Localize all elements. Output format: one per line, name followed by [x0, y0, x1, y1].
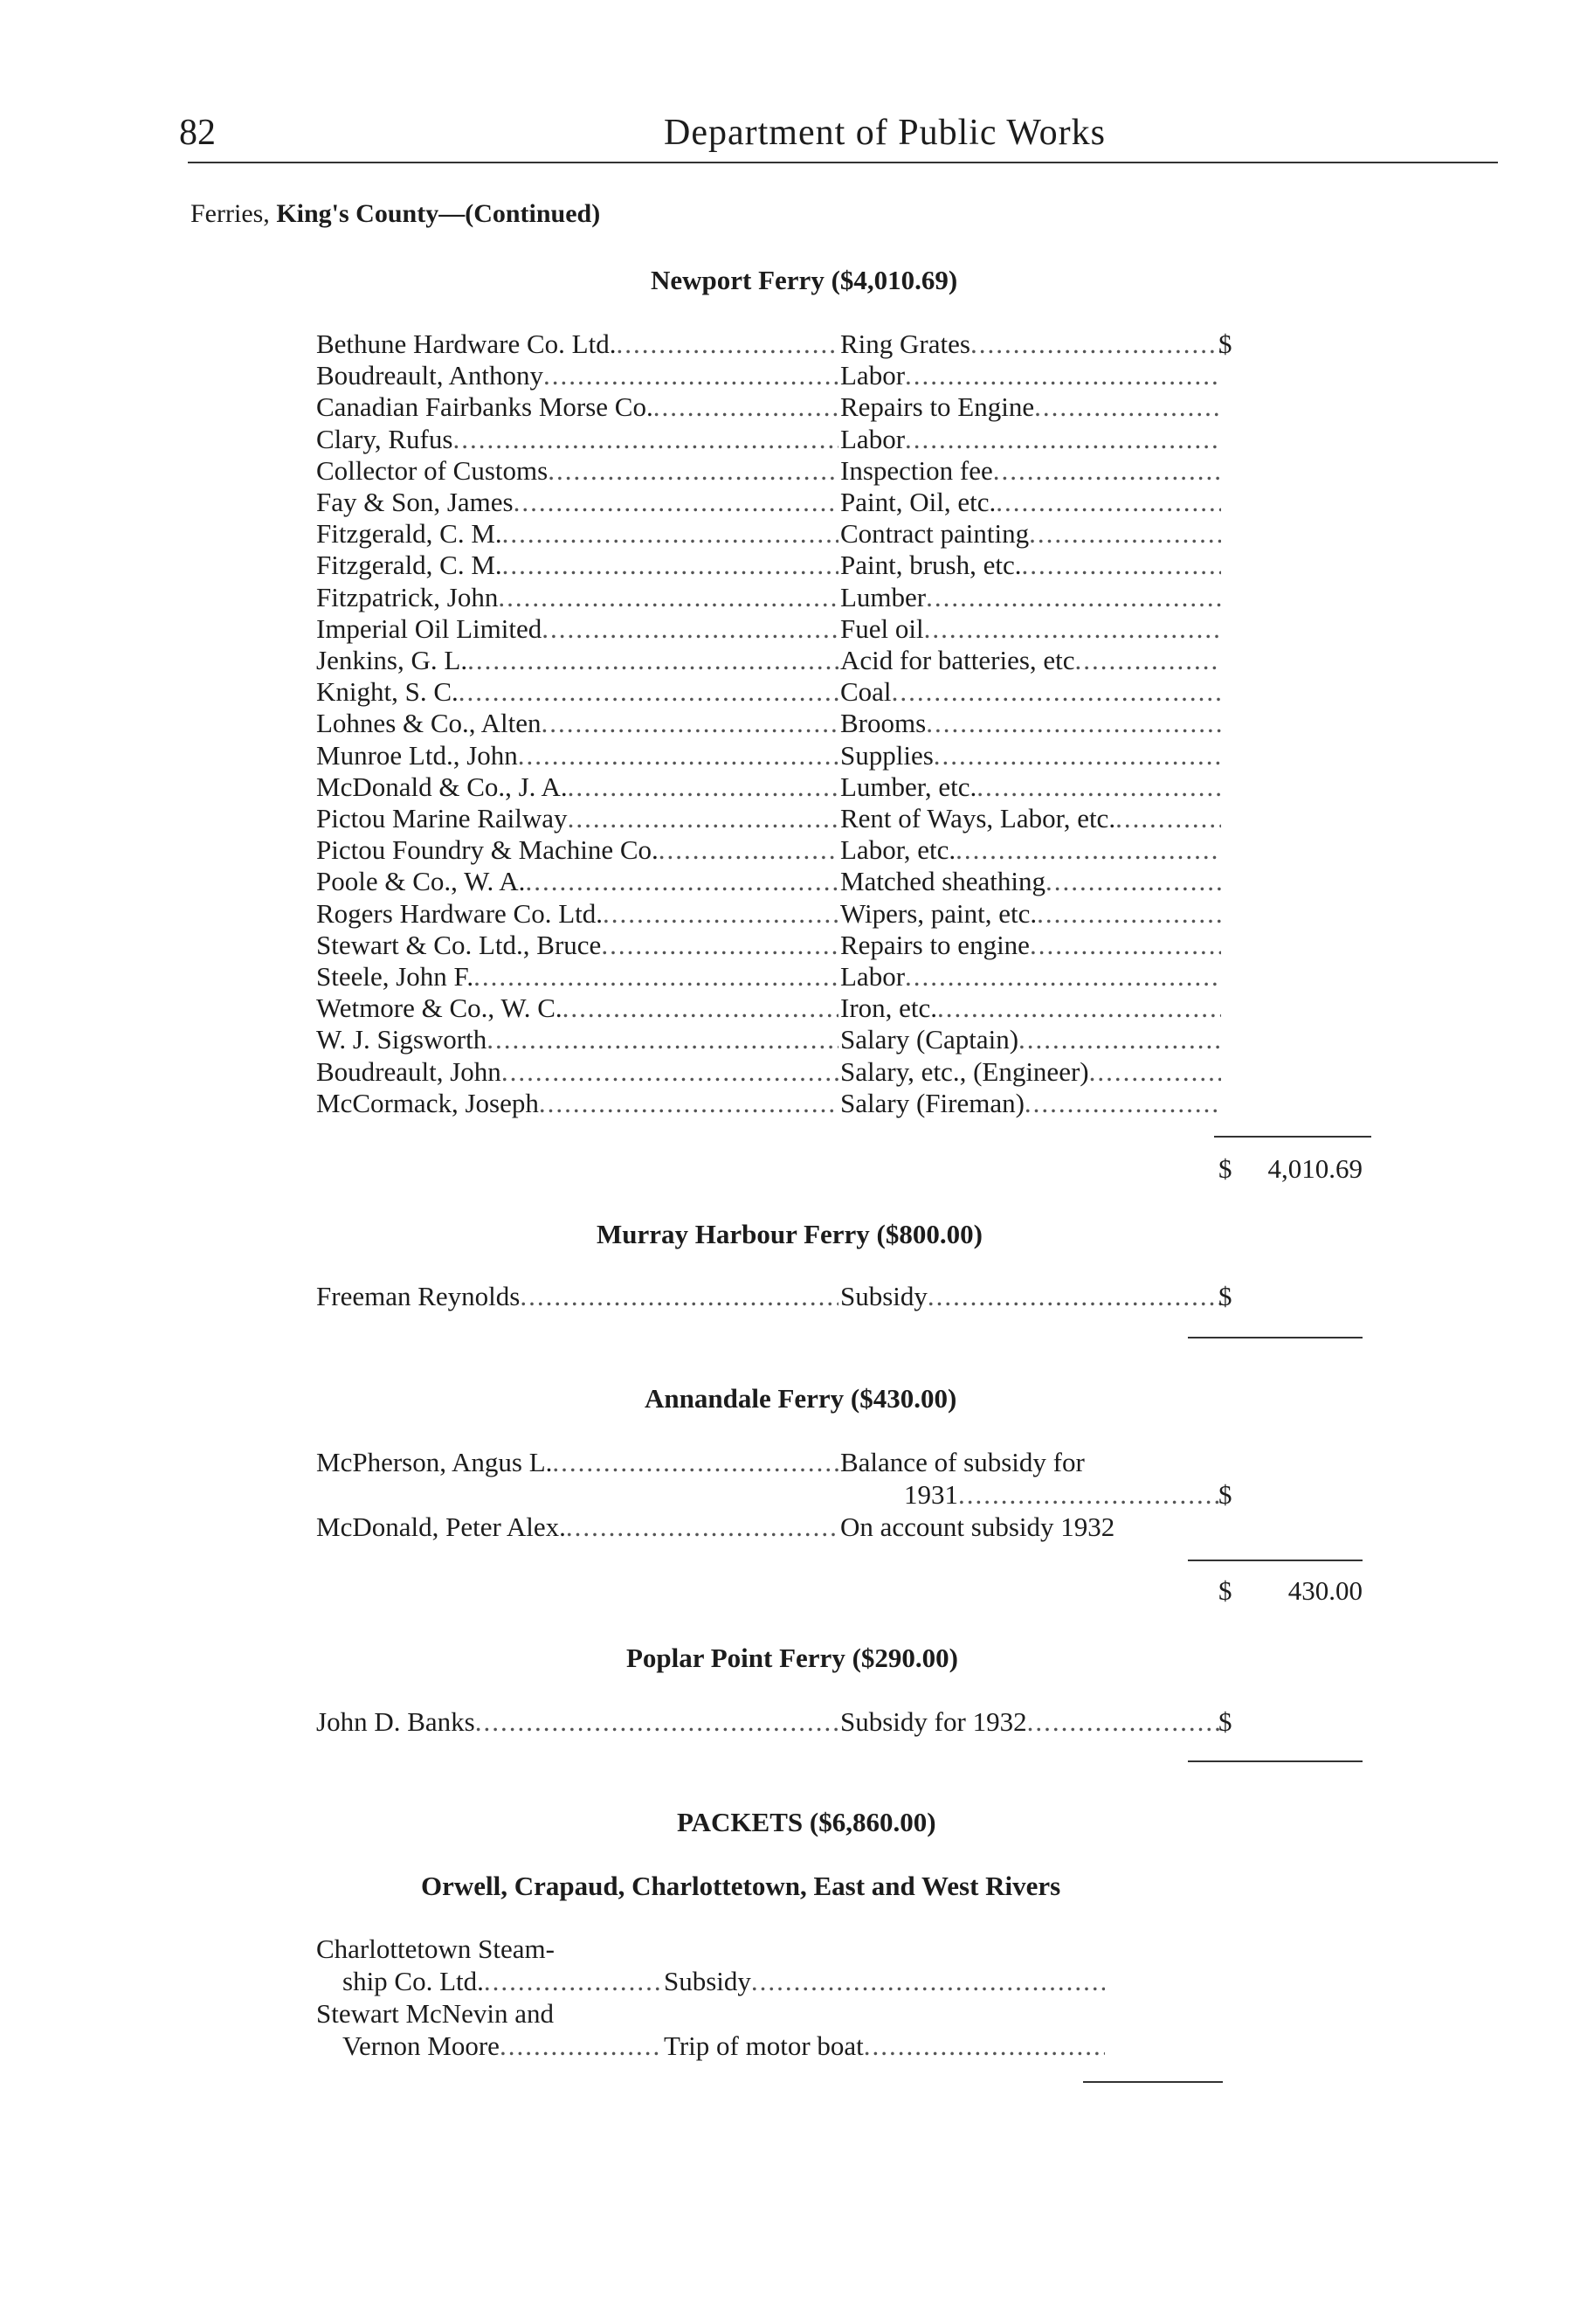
- dollar-sign: $: [1218, 1479, 1232, 1510]
- payment-description: Inspection fee .....: [840, 455, 1221, 487]
- payment-description: Matched sheathing .....: [840, 866, 1221, 897]
- payee-name: Collector of Customs .....: [316, 455, 838, 487]
- dot-leader: [928, 1281, 1221, 1312]
- payee-name-continued: Vernon Moore .....: [342, 2030, 662, 2062]
- dot-leader: [498, 582, 838, 613]
- payee-name: Rogers Hardware Co. Ltd. .....: [316, 898, 838, 930]
- payment-description: Labor .....: [840, 424, 1221, 455]
- dot-leader: [475, 1706, 838, 1738]
- payment-description: Paint, Oil, etc. .....: [840, 487, 1221, 518]
- payment-description: Labor .....: [840, 961, 1221, 993]
- dot-leader: [926, 708, 1221, 739]
- dot-leader: [520, 1281, 838, 1312]
- dot-leader: [659, 834, 838, 866]
- payee-name: John D. Banks .....: [316, 1706, 838, 1738]
- payment-description: Wipers, paint, etc. .....: [840, 898, 1221, 930]
- payment-description: Salary (Captain) .....: [840, 1024, 1221, 1055]
- dot-leader: [543, 360, 838, 391]
- dot-leader: [864, 2030, 1105, 2062]
- payment-description: Trip of motor boat .....: [664, 2030, 1105, 2062]
- dot-leader: [905, 961, 1221, 993]
- payment-description: Paint, brush, etc. .....: [840, 550, 1221, 581]
- payment-description: Acid for batteries, etc .....: [840, 645, 1221, 676]
- payee-name: Fitzgerald, C. M. .....: [316, 550, 838, 581]
- dot-leader: [993, 455, 1221, 487]
- dot-leader: [514, 487, 838, 518]
- dot-leader: [1037, 898, 1221, 930]
- payment-description: Supplies .....: [840, 740, 1221, 771]
- dollar-sign: $: [1218, 1706, 1232, 1737]
- annandale-total-rule: [1188, 1560, 1363, 1561]
- murray-harbour-ferry-heading: Murray Harbour Ferry ($800.00): [597, 1219, 983, 1249]
- payment-description: Subsidy .....: [664, 1966, 1105, 1997]
- dot-leader: [892, 676, 1221, 708]
- dot-leader: [751, 1966, 1105, 1997]
- dot-leader: [937, 993, 1221, 1024]
- payment-description: Subsidy .....: [840, 1281, 1221, 1312]
- header-rule: [188, 162, 1498, 163]
- dot-leader: [924, 613, 1221, 645]
- newport-total-dollar: $: [1218, 1153, 1232, 1184]
- poplar-rule: [1188, 1760, 1363, 1762]
- payee-name: Wetmore & Co., W. C. .....: [316, 993, 838, 1024]
- dot-leader: [501, 1056, 838, 1088]
- dot-leader: [926, 582, 1221, 613]
- dot-leader: [956, 834, 1221, 866]
- dot-leader: [542, 613, 838, 645]
- annandale-ferry-heading: Annandale Ferry ($430.00): [645, 1383, 957, 1414]
- payment-description: On account subsidy 1932: [840, 1511, 1115, 1542]
- dot-leader: [541, 708, 838, 739]
- dot-leader: [976, 771, 1221, 803]
- dot-leader: [616, 329, 838, 360]
- payment-description: Iron, etc. .....: [840, 993, 1221, 1024]
- dot-leader: [1018, 1024, 1221, 1055]
- dot-leader: [486, 1024, 838, 1055]
- dot-leader: [1027, 1706, 1221, 1738]
- payee-name: Stewart & Co. Ltd., Bruce .....: [316, 930, 838, 961]
- dot-leader: [502, 518, 838, 550]
- payee-name: Canadian Fairbanks Morse Co. .....: [316, 391, 838, 423]
- payee-name: McDonald & Co., J. A. .....: [316, 771, 838, 803]
- payee-name: McPherson, Angus L. .....: [316, 1447, 838, 1478]
- payment-description: Ring Grates .....: [840, 329, 1221, 360]
- section-heading-text: King's County—(Continued): [276, 199, 601, 228]
- dot-leader: [1045, 866, 1221, 897]
- packets-heading: PACKETS ($6,860.00): [677, 1807, 936, 1837]
- payee-name: Poole & Co., W. A. .....: [316, 866, 838, 897]
- payee-name: Munroe Ltd., John .....: [316, 740, 838, 771]
- dot-leader: [996, 487, 1221, 518]
- payment-description: Salary, etc., (Engineer) .....: [840, 1056, 1221, 1088]
- dot-leader: [1022, 550, 1222, 581]
- payee-name: Boudreault, Anthony .....: [316, 360, 838, 391]
- payment-description: Coal .....: [840, 676, 1221, 708]
- payee-name: Charlottetown Steam-: [316, 1933, 555, 1964]
- payment-description: Repairs to Engine .....: [840, 391, 1221, 423]
- payment-description: Lumber .....: [840, 582, 1221, 613]
- dot-leader: [539, 1088, 838, 1119]
- dot-leader: [934, 740, 1221, 771]
- packets-subheading: Orwell, Crapaud, Charlottetown, East and West Rivers: [421, 1871, 1061, 1901]
- dot-leader: [1075, 645, 1221, 676]
- dot-leader: [484, 1966, 662, 1997]
- dot-leader: [459, 676, 838, 708]
- dot-leader: [603, 898, 838, 930]
- dot-leader: [1030, 930, 1221, 961]
- payment-description: Fuel oil .....: [840, 613, 1221, 645]
- dot-leader: [552, 1447, 838, 1478]
- dot-leader: [601, 930, 838, 961]
- payment-description: Subsidy for 1932 .....: [840, 1706, 1221, 1738]
- dot-leader: [1089, 1056, 1221, 1088]
- page-title: Department of Public Works: [664, 113, 1106, 153]
- dot-leader: [548, 455, 838, 487]
- dot-leader: [1115, 803, 1221, 834]
- dot-leader: [500, 2030, 662, 2062]
- dot-leader: [473, 961, 838, 993]
- annandale-total: 430.00: [1287, 1575, 1363, 1606]
- section-heading: [190, 199, 600, 229]
- payment-description: Labor, etc. .....: [840, 834, 1221, 866]
- payment-description: Lumber, etc. .....: [840, 771, 1221, 803]
- packets-rule: [1083, 2081, 1223, 2083]
- payee-name: Pictou Marine Railway .....: [316, 803, 838, 834]
- dot-leader: [566, 1511, 838, 1543]
- dot-leader: [958, 1479, 1221, 1511]
- dot-leader: [502, 550, 838, 581]
- dot-leader: [467, 645, 838, 676]
- dot-leader: [653, 391, 838, 423]
- dot-leader: [568, 771, 838, 803]
- newport-ferry-heading: Newport Ferry ($4,010.69): [651, 265, 958, 295]
- payee-name: Fitzgerald, C. M. .....: [316, 518, 838, 550]
- payee-name: Bethune Hardware Co. Ltd. .....: [316, 329, 838, 360]
- dot-leader: [1029, 518, 1221, 550]
- payee-name: Steele, John F. .....: [316, 961, 838, 993]
- annandale-total-dollar: $: [1218, 1575, 1232, 1606]
- payee-name: Imperial Oil Limited .....: [316, 613, 838, 645]
- dot-leader: [452, 424, 838, 455]
- dot-leader: [1034, 391, 1221, 423]
- newport-total: 4,010.69: [1267, 1153, 1363, 1184]
- dot-leader: [568, 803, 838, 834]
- payee-name: Lohnes & Co., Alten .....: [316, 708, 838, 739]
- dot-leader: [518, 740, 838, 771]
- dot-leader: [1025, 1088, 1221, 1119]
- payee-name: Clary, Rufus .....: [316, 424, 838, 455]
- payee-name: McDonald, Peter Alex. .....: [316, 1511, 838, 1543]
- dot-leader: [562, 993, 838, 1024]
- payee-name: Boudreault, John .....: [316, 1056, 838, 1088]
- payee-name: Pictou Foundry & Machine Co. .....: [316, 834, 838, 866]
- payment-description: Repairs to engine .....: [840, 930, 1221, 961]
- payee-name: Jenkins, G. L. .....: [316, 645, 838, 676]
- poplar-point-ferry-heading: Poplar Point Ferry ($290.00): [626, 1643, 958, 1673]
- murray-rule: [1188, 1337, 1363, 1338]
- payee-name: Fay & Son, James .....: [316, 487, 838, 518]
- dot-leader: [905, 360, 1221, 391]
- dollar-sign: $: [1218, 329, 1232, 359]
- payment-description: Contract painting .....: [840, 518, 1221, 550]
- dollar-sign: $: [1218, 1281, 1232, 1311]
- payment-description: Balance of subsidy for: [840, 1447, 1085, 1477]
- dot-leader: [905, 424, 1221, 455]
- payee-name: Freeman Reynolds .....: [316, 1281, 838, 1312]
- payment-description: Rent of Ways, Labor, etc. .....: [840, 803, 1221, 834]
- payment-description: Salary (Fireman) .....: [840, 1088, 1221, 1119]
- page-number: 82: [179, 113, 216, 153]
- payment-description: Brooms .....: [840, 708, 1221, 739]
- newport-total-rule: [1214, 1136, 1371, 1138]
- payee-name: Stewart McNevin and: [316, 1998, 555, 2029]
- section-heading-prefix: Ferries,: [190, 199, 270, 228]
- payment-description: Labor .....: [840, 360, 1221, 391]
- payee-name: W. J. Sigsworth .....: [316, 1024, 838, 1055]
- payee-name: McCormack, Joseph .....: [316, 1088, 838, 1119]
- payee-name: Knight, S. C. .....: [316, 676, 838, 708]
- payee-name-continued: ship Co. Ltd. .....: [342, 1966, 662, 1997]
- dot-leader: [525, 866, 838, 897]
- payee-name: Fitzpatrick, John .....: [316, 582, 838, 613]
- payment-description-continued: 1931 .....: [904, 1479, 1221, 1511]
- dot-leader: [970, 329, 1221, 360]
